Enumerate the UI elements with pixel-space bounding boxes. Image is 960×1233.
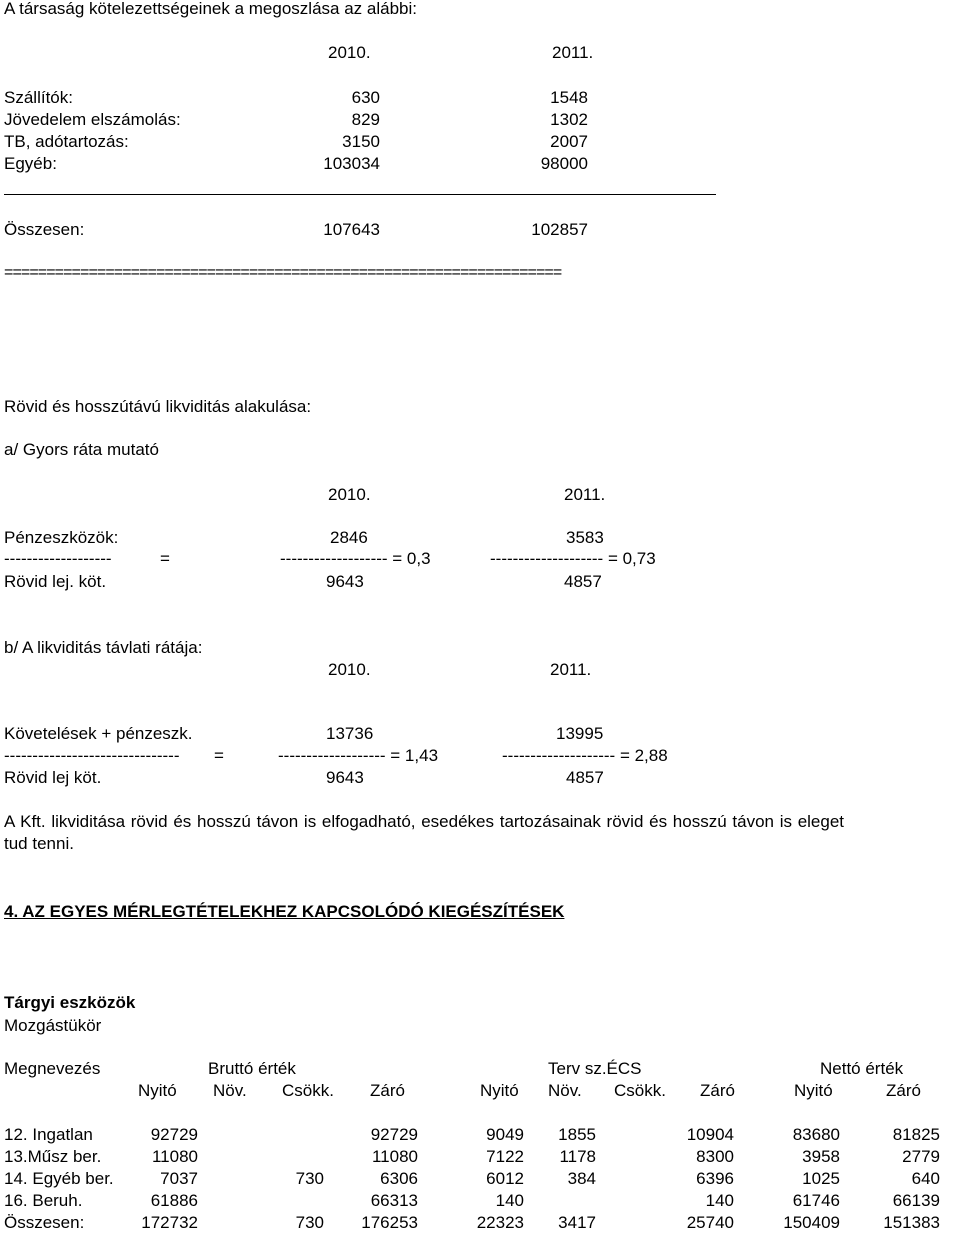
header-col: Csökk. <box>614 1081 666 1100</box>
table-cell: 11080 <box>151 1147 198 1166</box>
section4-title: 4. AZ EGYES MÉRLEGTÉTELEKHEZ KAPCSOLÓDÓ KIEGÉSZÍTÉSEK <box>4 902 565 921</box>
table-cell: 3417 <box>558 1213 596 1232</box>
table-cell: 140 <box>705 1191 734 1210</box>
header-group-name: Megnevezés <box>4 1059 101 1078</box>
table-cell: 1178 <box>559 1147 596 1166</box>
table-row-label: 13.Műsz ber. <box>4 1147 102 1166</box>
liq-b-num-2010: 13736 <box>326 724 374 743</box>
header-group-gross: Bruttó érték <box>208 1059 296 1078</box>
header-col: Nyitó <box>794 1081 833 1100</box>
liq-a-den-label: Rövid lej. köt. <box>4 572 107 591</box>
liq-b-year-2010: 2010. <box>328 660 371 679</box>
table-cell: 66313 <box>370 1191 418 1210</box>
table-cell: 25740 <box>686 1213 734 1232</box>
header-col: Nyitó <box>138 1081 177 1100</box>
table-cell: 384 <box>567 1169 596 1188</box>
header-col: Csökk. <box>282 1081 334 1100</box>
liq-b-den-2010: 9643 <box>326 768 364 787</box>
liq-b-num-label: Követelések + pénzeszk. <box>4 724 193 743</box>
table-cell: 6012 <box>486 1169 524 1188</box>
table-cell: 730 <box>295 1169 324 1188</box>
table-cell: 6306 <box>380 1169 418 1188</box>
liq-b-frac-2011: -------------------- = 2,88 <box>502 746 668 765</box>
table-cell: 1855 <box>558 1125 596 1144</box>
liq-a-year-2011: 2011. <box>564 485 606 504</box>
header-col: Növ. <box>548 1081 582 1100</box>
liq-conclusion-line2: tud tenni. <box>4 834 74 853</box>
liq-a-den-2010: 9643 <box>326 572 364 591</box>
table-row-label: Összesen: <box>4 1213 85 1232</box>
table-cell: 140 <box>495 1191 524 1210</box>
liq-a-frac-2010: ------------------- = 0,3 <box>280 549 431 568</box>
header-col: Záró <box>700 1081 735 1100</box>
header-group-depr: Terv sz.ÉCS <box>548 1059 642 1078</box>
liab-row-2011: 1302 <box>550 110 588 129</box>
liq-b-dash: ------------------------------- <box>4 746 180 765</box>
liq-a-num-label: Pénzeszközök: <box>4 528 119 547</box>
liab-double-rule: ================================================================== <box>4 264 562 281</box>
header-group-net: Nettó érték <box>820 1059 904 1078</box>
liab-total-2011: 102857 <box>531 220 588 239</box>
liab-row-2011: 2007 <box>550 132 588 151</box>
section4-table-title: Mozgástükör <box>4 1016 102 1035</box>
table-cell: 66139 <box>892 1191 940 1210</box>
table-cell: 7037 <box>160 1169 198 1188</box>
liab-year-2011: 2011. <box>552 43 594 62</box>
liab-row-label: Szállítók: <box>4 88 73 107</box>
section4-subtitle: Tárgyi eszközök <box>4 993 136 1012</box>
liab-row-2010: 829 <box>351 110 380 129</box>
table-cell: 150409 <box>783 1213 840 1232</box>
liq-b-num-2011: 13995 <box>556 724 604 743</box>
liq-conclusion-line1: A Kft. likviditása rövid és hosszú távon is elfogadható, esedékes tartozásainak rövid és hosszú távon is eleget <box>4 812 845 831</box>
header-col: Záró <box>886 1081 921 1100</box>
liab-row-label: Jövedelem elszámolás: <box>4 110 181 129</box>
liq-b-den-label: Rövid lej köt. <box>4 768 102 787</box>
table-cell: 730 <box>295 1213 324 1232</box>
liq-a-den-2011: 4857 <box>564 572 602 591</box>
liab-row-2010: 3150 <box>342 132 380 151</box>
liq-b-eq: = <box>214 746 224 765</box>
liq-b-title: b/ A likviditás távlati rátája: <box>4 638 203 657</box>
liab-total-label: Összesen: <box>4 220 85 239</box>
table-cell: 3958 <box>802 1147 840 1166</box>
table-cell: 83680 <box>792 1125 840 1144</box>
intro-text: A társaság kötelezettségeinek a megoszlása az alábbi: <box>4 0 417 18</box>
liq-b-frac-2010: ------------------- = 1,43 <box>278 746 439 765</box>
liab-row-label: TB, adótartozás: <box>4 132 129 151</box>
table-cell: 61886 <box>150 1191 198 1210</box>
table-cell: 10904 <box>686 1125 734 1144</box>
table-cell: 81825 <box>892 1125 940 1144</box>
liq-a-eq: = <box>160 549 170 568</box>
table-cell: 92729 <box>150 1125 198 1144</box>
table-cell: 11080 <box>371 1147 418 1166</box>
liq-b-den-2011: 4857 <box>566 768 604 787</box>
table-cell: 22323 <box>476 1213 524 1232</box>
table-cell: 2779 <box>902 1147 940 1166</box>
liq-a-num-2011: 3583 <box>566 528 604 547</box>
table-row-label: 16. Beruh. <box>4 1191 83 1210</box>
liab-row-2010: 630 <box>351 88 380 107</box>
table-cell: 640 <box>911 1169 940 1188</box>
table-row-label: 12. Ingatlan <box>4 1125 93 1144</box>
table-cell: 92729 <box>370 1125 418 1144</box>
table-cell: 172732 <box>141 1213 198 1232</box>
liq-b-year-2011: 2011. <box>550 660 592 679</box>
table-cell: 1025 <box>802 1169 840 1188</box>
liq-a-title: a/ Gyors ráta mutató <box>4 440 159 459</box>
liab-total-2010: 107643 <box>323 220 380 239</box>
table-cell: 6396 <box>696 1169 734 1188</box>
liab-row-label: Egyéb: <box>4 154 57 173</box>
liq-a-year-2010: 2010. <box>328 485 371 504</box>
header-col: Nyitó <box>480 1081 519 1100</box>
liq-a-dash: ------------------- <box>4 549 112 568</box>
liq-a-num-2010: 2846 <box>330 528 368 547</box>
table-cell: 9049 <box>486 1125 524 1144</box>
table-cell: 176253 <box>361 1213 418 1232</box>
liab-row-2011: 98000 <box>540 154 588 173</box>
liq-a-frac-2011: -------------------- = 0,73 <box>490 549 656 568</box>
liab-sum-rule <box>4 194 716 195</box>
liab-row-2010: 103034 <box>323 154 380 173</box>
table-row-label: 14. Egyéb ber. <box>4 1169 114 1188</box>
table-cell: 61746 <box>792 1191 840 1210</box>
table-cell: 8300 <box>696 1147 734 1166</box>
liab-row-2011: 1548 <box>550 88 588 107</box>
liq-heading: Rövid és hosszútávú likviditás alakulása: <box>4 397 312 416</box>
header-col: Záró <box>370 1081 405 1100</box>
header-col: Növ. <box>213 1081 247 1100</box>
table-cell: 7122 <box>486 1147 524 1166</box>
table-cell: 151383 <box>883 1213 940 1232</box>
liab-year-2010: 2010. <box>328 43 371 62</box>
